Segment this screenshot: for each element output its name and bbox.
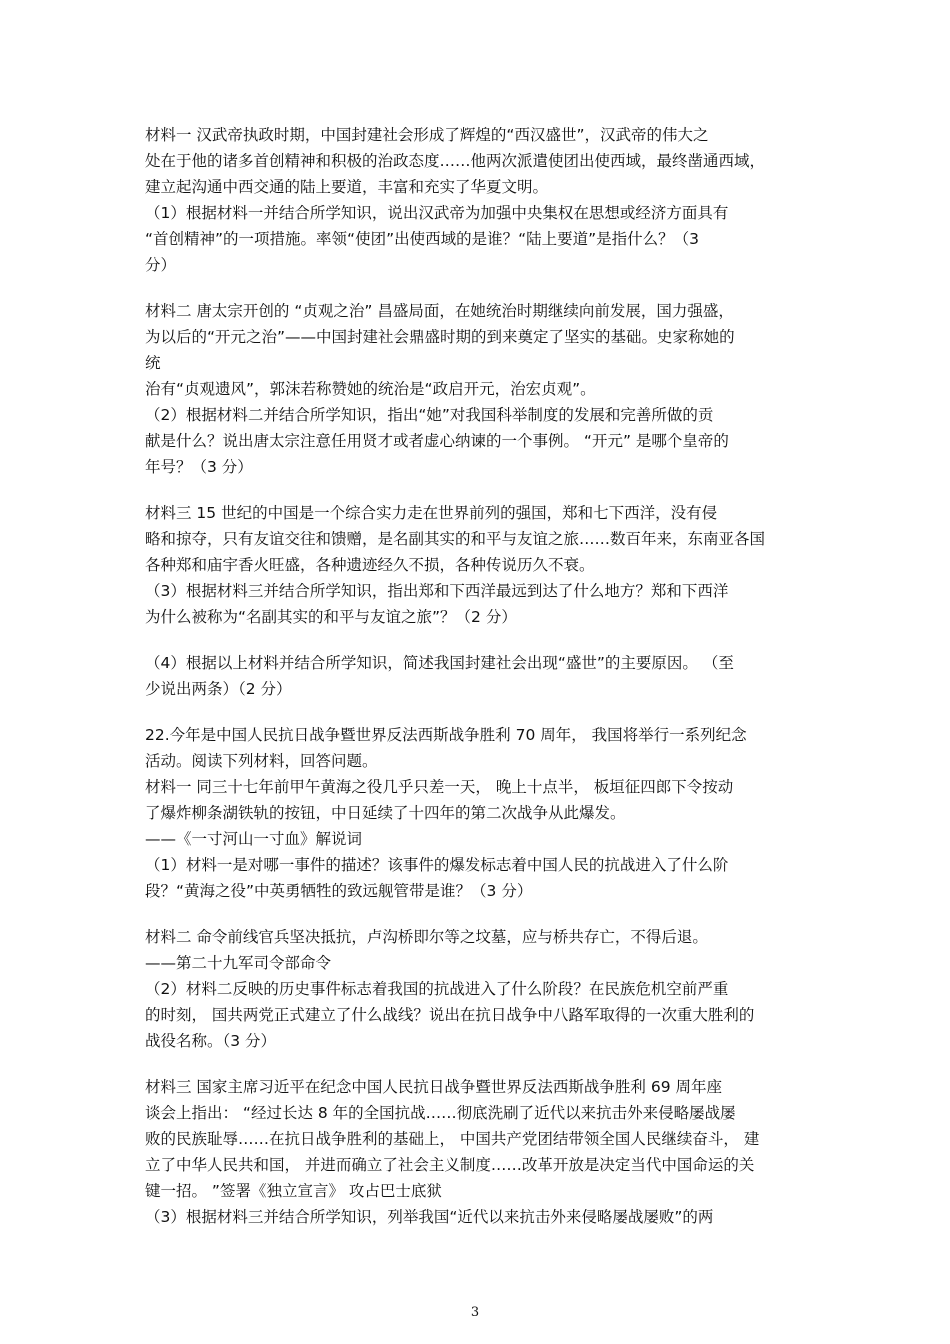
text-line: 为以后的“开元之治”——中国封建社会鼎盛时期的到来奠定了坚实的基础。史家称她的 xyxy=(145,328,735,346)
text-line: 少说出两条）（2 分） xyxy=(145,680,292,698)
text-line: 段？“黄海之役”中英勇牺牲的致远舰管带是谁？（3 分） xyxy=(145,882,533,900)
text-line: 谈会上指出： “经过长达 8 年的全国抗战……彻底洗刷了近代以来抗击外来侵略屡战屡 xyxy=(145,1104,736,1122)
text-line: （3）根据材料三并结合所学知识，列举我国“近代以来抗击外来侵略屡战屡败”的两 xyxy=(145,1208,714,1226)
text-line: 了爆炸柳条湖铁轨的按钮，中日延续了十四年的第二次战争从此爆发。 xyxy=(145,804,626,822)
text-line: 处在于他的诸多首创精神和积极的治政态度……他两次派遣使团出使西域，最终凿通西域， xyxy=(145,152,766,170)
text-line: （3）根据材料三并结合所学知识，指出郑和下西洋最远到达了什么地方？郑和下西洋 xyxy=(145,582,729,600)
text-line: “首创精神”的一项措施。率领“使团”出使西域的是谁？“陆上要道”是指什么？（3 xyxy=(145,230,700,248)
text-line: ——《一寸河山一寸血》解说词 xyxy=(145,830,363,848)
text-line: 材料二 唐太宗开创的 “贞观之治” 昌盛局面，在她统治时期继续向前发展，国力强盛， xyxy=(145,302,734,320)
text-line: 统 xyxy=(145,354,161,372)
text-line: 为什么被称为“名副其实的和平与友谊之旅”？（2 分） xyxy=(145,608,517,626)
text-line: 22.今年是中国人民抗日战争暨世界反法西斯战争胜利 70 周年， 我国将举行一系列纪念 xyxy=(145,726,747,744)
text-line: 年号？（3 分） xyxy=(145,458,253,476)
text-line: 材料三 15 世纪的中国是一个综合实力走在世界前列的强国，郑和七下西洋，没有侵 xyxy=(145,504,718,522)
text-line: 的时刻， 国共两党正式建立了什么战线？说出在抗日战争中八路军取得的一次重大胜利的 xyxy=(145,1006,755,1024)
text-line: 败的民族耻辱……在抗日战争胜利的基础上， 中国共产党团结带领全国人民继续奋斗， 建 xyxy=(145,1130,760,1148)
text-line: （4）根据以上材料并结合所学知识，简述我国封建社会出现“盛世”的主要原因。 （至 xyxy=(145,654,734,672)
text-line: 治有“贞观遗风”，郭沫若称赞她的统治是“政启开元，治宏贞观”。 xyxy=(145,380,596,398)
text-line: （2）材料二反映的历史事件标志着我国的抗战进入了什么阶段？在民族危机空前严重 xyxy=(145,980,729,998)
text-line: 材料三 国家主席习近平在纪念中国人民抗日战争暨世界反法西斯战争胜利 69 周年座 xyxy=(145,1078,723,1096)
text-line: 材料一 同三十七年前甲午黄海之役几乎只差一天， 晚上十点半， 板垣征四郎下令按动 xyxy=(145,778,734,796)
text-line: 材料二 命令前线官兵坚决抵抗，卢沟桥即尔等之坟墓，应与桥共存亡，不得后退。 xyxy=(145,928,708,946)
text-line: 分） xyxy=(145,256,177,274)
text-line: 建立起沟通中西交通的陆上要道，丰富和充实了华夏文明。 xyxy=(145,178,549,196)
text-line: （1）根据材料一并结合所学知识，说出汉武帝为加强中央集权在思想或经济方面具有 xyxy=(145,204,729,222)
text-line: 键一招。 ”签署《独立宣言》 攻占巴士底狱 xyxy=(145,1182,442,1200)
page-number: 3 xyxy=(470,1305,480,1320)
text-line: 献是什么？说出唐太宗注意任用贤才或者虚心纳谏的一个事例。 “开元” 是哪个皇帝的 xyxy=(145,432,729,450)
text-line: 略和掠夺，只有友谊交往和馈赠，是名副其实的和平与友谊之旅……数百年来，东南亚各国 xyxy=(145,530,766,548)
text-line: 材料一 汉武帝执政时期，中国封建社会形成了辉煌的“西汉盛世”，汉武帝的伟大之 xyxy=(145,126,709,144)
text-line: （1）材料一是对哪一事件的描述？该事件的爆发标志着中国人民的抗战进入了什么阶 xyxy=(145,856,729,874)
text-line: 立了中华人民共和国， 并进而确立了社会主义制度……改革开放是决定当代中国命运的关 xyxy=(145,1156,755,1174)
text-line: （2）根据材料二并结合所学知识，指出“她”对我国科举制度的发展和完善所做的贡 xyxy=(145,406,714,424)
text-line: 各种郑和庙宇香火旺盛，各种遗迹经久不损，各种传说历久不衰。 xyxy=(145,556,595,574)
text-line: 战役名称。（3 分） xyxy=(145,1032,277,1050)
text-line: 活动。阅读下列材料，回答问题。 xyxy=(145,752,378,770)
text-line: ——第二十九军司令部命令 xyxy=(145,954,332,972)
